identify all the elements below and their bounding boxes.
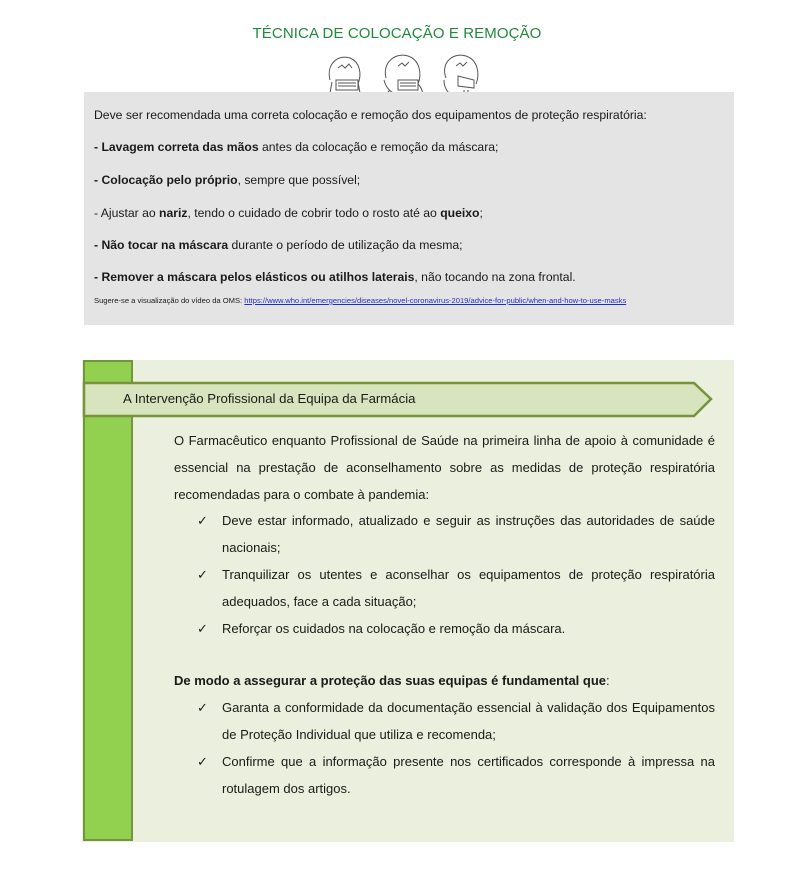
recommendation-item [94,173,360,187]
checklist-item [174,616,715,643]
pharmacist-checklist [174,508,715,642]
recommendation-item [94,140,498,154]
recommendation-bold: - Lavagem correta das mãos [94,140,259,154]
checklist-text: Deve estar informado, atualizado e seguir as instruções das autoridades de saúde nacionais; [222,513,715,556]
checklist-item [174,695,715,749]
checklist-item [174,562,715,616]
recommendation-text: - Ajustar ao [94,206,160,220]
subheading-colon: : [606,673,610,689]
check-icon: ✓ [197,753,208,769]
intro-line: O Farmacêutico enquanto Profissional de Saúde na primeira linha de apoio à comunidade é [174,433,715,448]
recommendation-text: , não tocando na zona frontal. [414,270,576,284]
check-icon: ✓ [197,620,208,636]
intro-line: essencial na prestação de aconselhamento sobre as medidas de proteção respiratória [174,459,715,475]
accent-bar [83,360,133,841]
recommendation-text: , sempre que possível; [237,173,361,187]
recommendations-box [84,92,734,325]
checklist-text: Garanta a conformidade da documentação essencial à validação dos Equipamentos de Proteção Individual que utiliza e recomenda; [222,700,715,742]
recommendation-bold: nariz [159,206,188,220]
recommendation-bold: - Não tocar na máscara [94,238,229,252]
section-banner [83,382,715,418]
page-title: TÉCNICA DE COLOCAÇÃO E REMOÇÃO [252,25,542,42]
recommendation-bold: - Colocação pelo próprio [94,173,238,187]
recommendation-bold: queixo [440,206,480,220]
team-checklist [174,695,715,802]
recommendation-bold: - Remover a máscara pelos elásticos ou atilhos laterais [94,270,415,284]
check-icon: ✓ [197,513,208,529]
who-video-note [94,296,626,305]
recommendation-text: , tendo o cuidado de cobrir todo o rosto até ao [187,206,441,220]
checklist-item [174,508,715,562]
check-icon: ✓ [197,700,208,716]
recommendation-text: ; [479,206,483,220]
checklist-text: Confirme que a informação presente nos certificados corresponde à impressa na rotulagem dos artigos. [222,753,715,796]
recommendation-item [94,270,576,284]
subheading-text: De modo a assegurar a proteção das suas equipas é fundamental que [174,673,607,689]
recommendation-item [94,206,483,220]
who-video-link[interactable]: https://www.who.int/emergencies/diseases/novel-coronavirus-2019/advice-for-public/when-and-how-to-use-masks [244,296,627,305]
recommendation-item [94,238,463,252]
checklist-text: Reforçar os cuidados na colocação e remoção da máscara. [222,620,566,636]
intro-line: recomendadas para o combate à pandemia: [174,486,430,502]
recommendation-text: antes da colocação e remoção da máscara; [258,140,499,154]
section-title: A Intervenção Profissional da Equipa da Farmácia [123,391,416,406]
checklist-text: Tranquilizar os utentes e aconselhar os equipamentos de proteção respiratória adequados, face a cada situação; [222,566,715,609]
check-icon: ✓ [197,566,208,582]
section-body [174,428,715,802]
checklist-item [174,749,715,803]
recommendations-intro: Deve ser recomendada uma correta colocação e remoção dos equipamentos de proteção respiratória: [94,108,647,122]
note-text: Sugere-se a visualização do vídeo da OMS: [94,296,245,305]
recommendation-text: durante o período de utilização da mesma; [228,238,463,252]
team-protection-heading [174,668,715,695]
